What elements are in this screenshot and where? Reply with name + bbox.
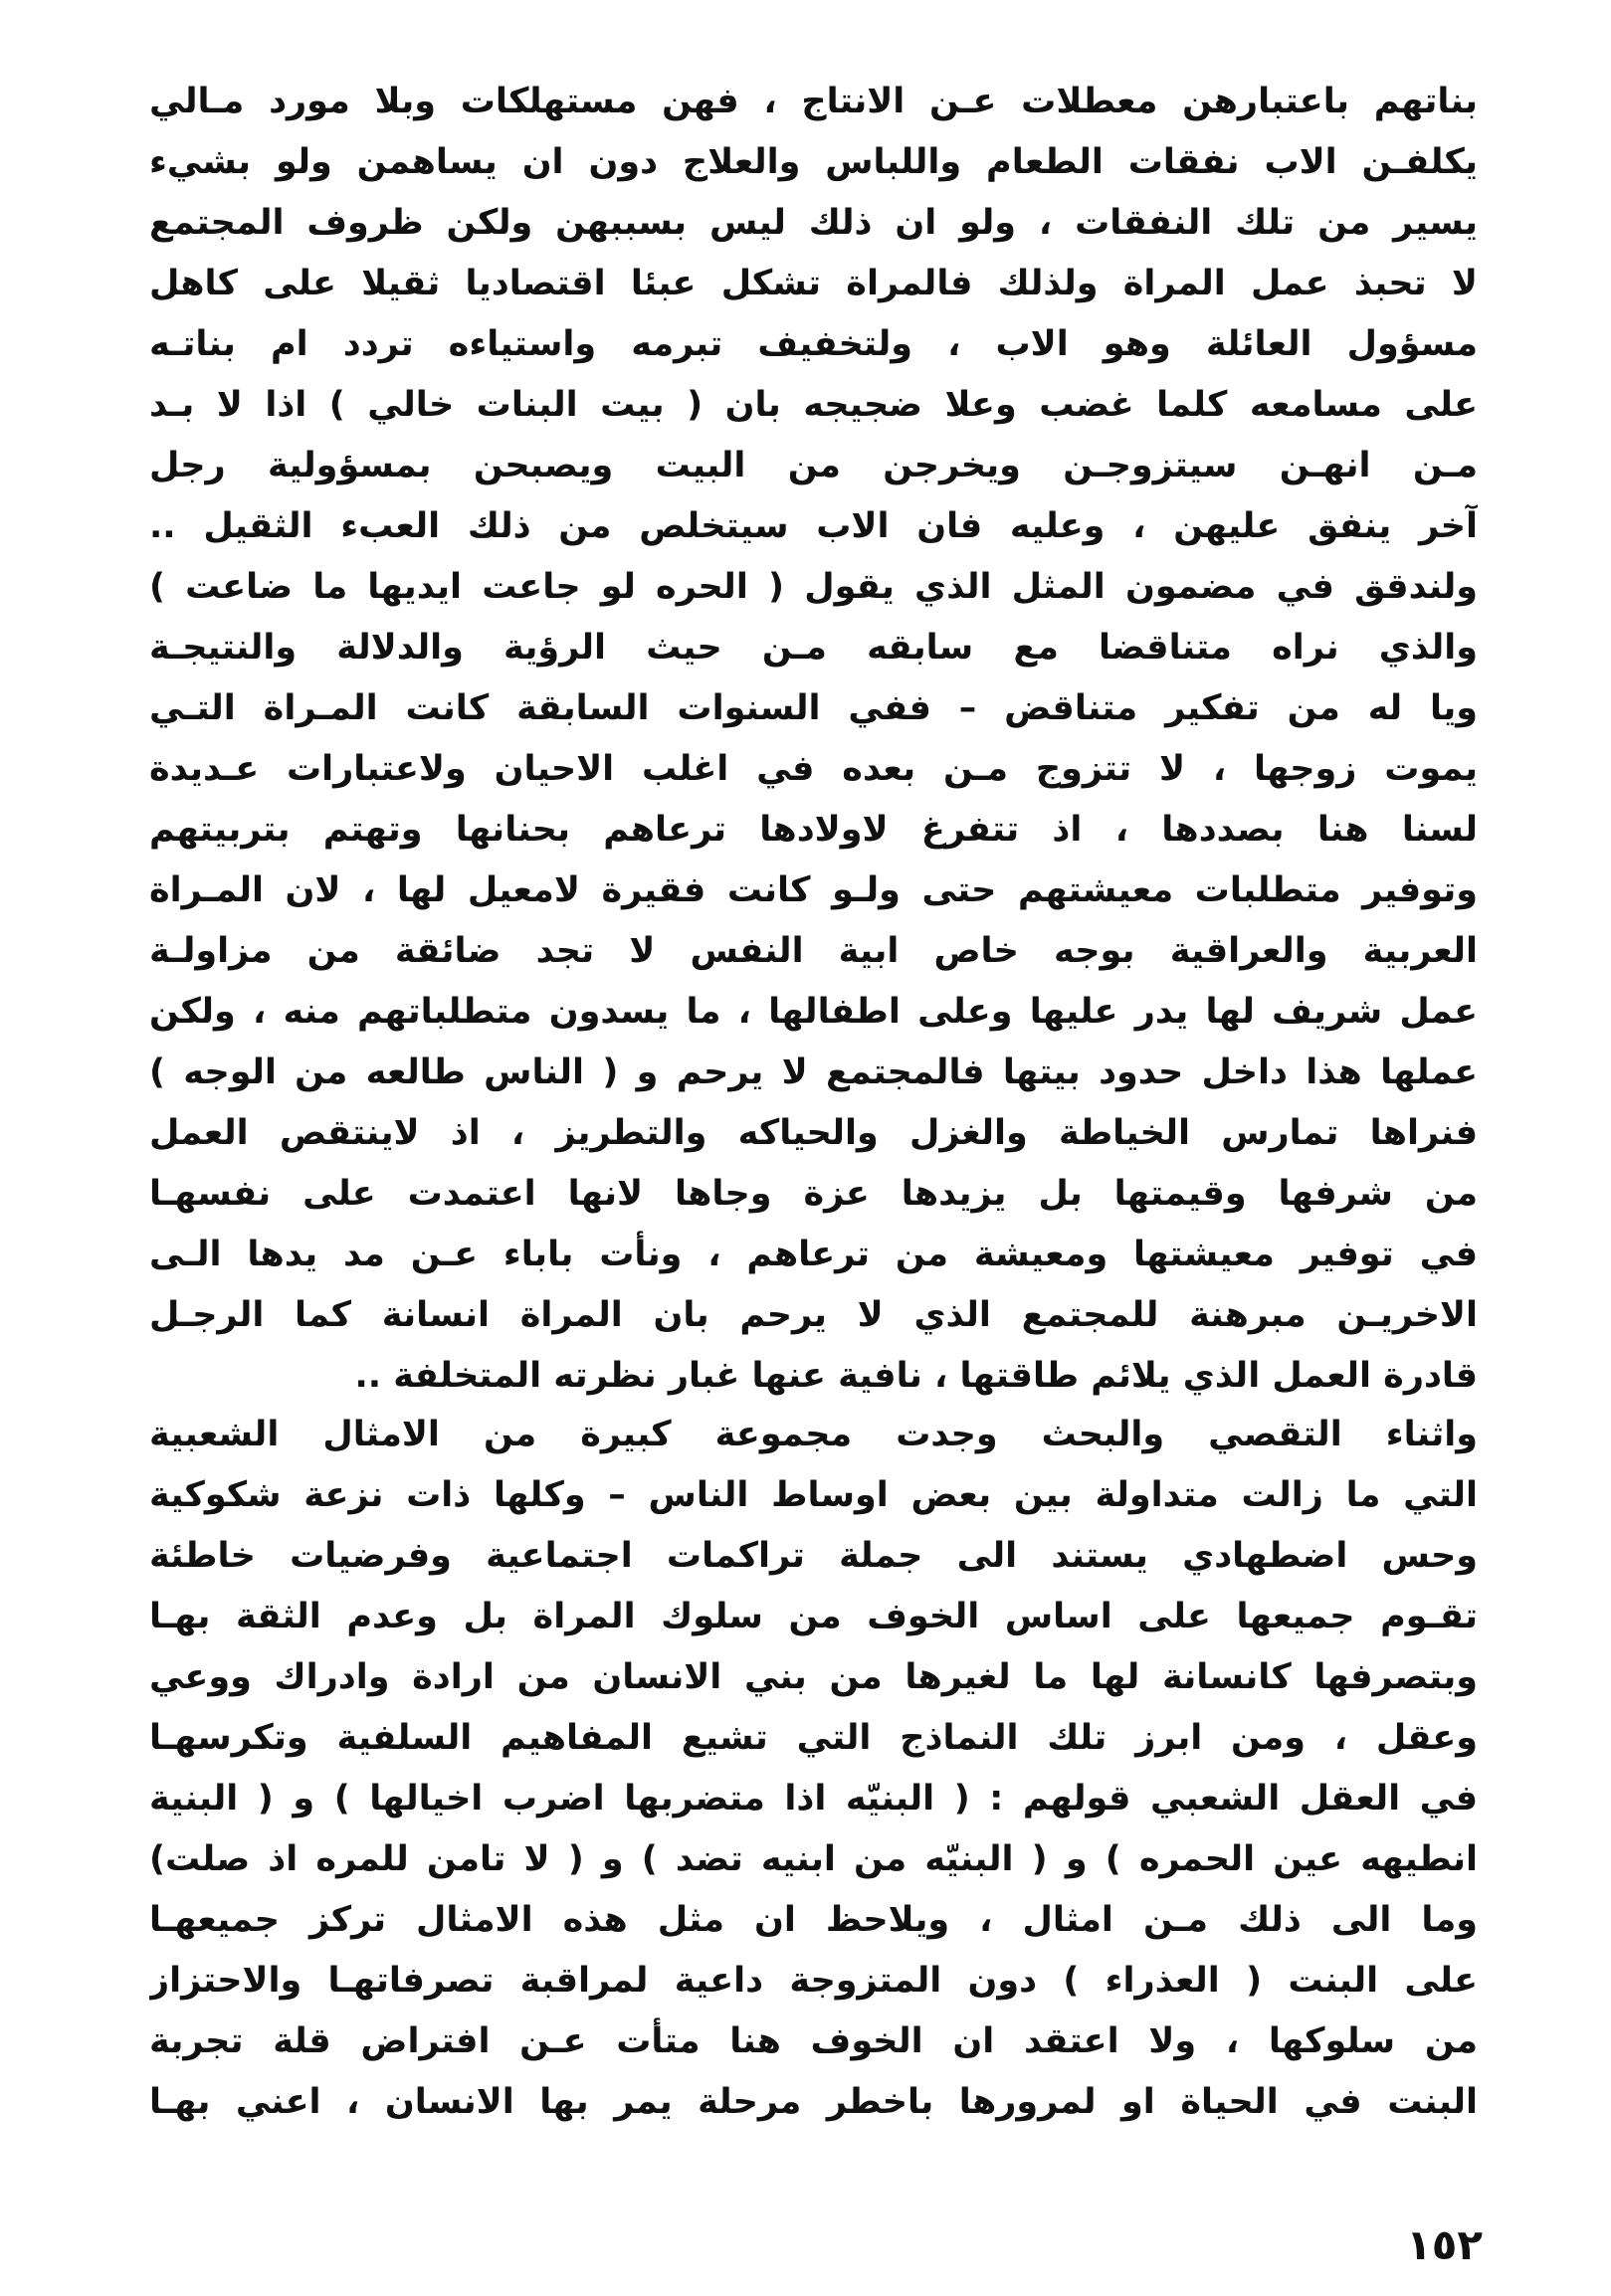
text-line: العربية والعراقية بوجه خاص ابية النفس لا تجد ضائقة من مزاولـة: [149, 931, 1478, 971]
text-line: ويا له من تفكير متناقض – ففي السنوات السابقة كانت المـراة التـي: [149, 688, 1478, 728]
text-line: في توفير معيشتها ومعيشة من ترعاهم ، ونأت باباء عـن مد يدها الـى: [149, 1235, 1478, 1274]
text-line: آخر ينفق عليهن ، وعليه فان الاب سيتخلص من ذلك العبء الثقيل ..: [149, 506, 1478, 546]
text-line: في العقل الشعبي قولهم : ( البنيّه اذا متضربها اضرب اخيالها ) و ( البنية: [149, 1779, 1478, 1818]
text-line: وتوفير متطلبات معيشتهم حتى ولـو كانت فقيرة لامعيل لها ، لان المـراة: [149, 870, 1478, 910]
text-line: ولندقق في مضمون المثل الذي يقول ( الحره لو جاعت ايديها ما ضاعت ): [149, 567, 1478, 607]
page-number: ١٥٢: [1406, 2220, 1483, 2269]
text-line: يسير من تلك النفقات ، ولو ان ذلك ليس بسببهن ولكن ظروف المجتمع: [149, 203, 1478, 243]
text-line: مسؤول العائلة وهو الاب ، ولتخفيف تبرمه واستياءه تردد ام بناتـه: [149, 324, 1478, 364]
text-line: من شرفها وقيمتها بل يزيدها عزة وجاها لانها اعتمدت على نفسهـا: [149, 1174, 1478, 1214]
text-line: لا تحبذ عمل المراة ولذلك فالمراة تشكل عبئا اقتصاديا ثقيلا على كاهل: [149, 264, 1478, 303]
text-line: وحس اضطهادي يستند الى جملة تراكمات اجتماعية وفرضيات خاطئة: [149, 1536, 1478, 1576]
text-line: التي ما زالت متداولة بين بعض اوساط الناس – وكلها ذات نزعة شكوكية: [149, 1475, 1478, 1515]
text-line: وبتصرفها كانسانة لها ما لغيرها من بني الانسان من ارادة وادراك ووعي: [149, 1657, 1478, 1697]
text-line: فنراها تمارس الخياطة والغزل والحياكه والتطريز ، اذ لاينتقص العمل: [149, 1113, 1478, 1153]
text-line: على البنت ( العذراء ) دون المتزوجة داعية لمراقبة تصرفاتهـا والاحتزاز: [149, 1961, 1478, 2001]
text-line: من سلوكها ، ولا اعتقد ان الخوف هنا متأت عـن افتراض قلة تجربة: [149, 2021, 1478, 2061]
text-line: تقـوم جميعها على اساس الخوف من سلوك المراة بل وعدم الثقة بهـا: [149, 1597, 1478, 1636]
text-line: وعقل ، ومن ابرز تلك النماذج التي تشيع المفاهيم السلفية وتكرسهـا: [149, 1718, 1478, 1758]
text-line: واثناء التقصي والبحث وجدت مجموعة كبيرة من الامثال الشعبية: [149, 1415, 1478, 1454]
text-line: يكلفـن الاب نفقات الطعام واللباس والعلاج دون ان يساهمن ولو بشيء: [149, 142, 1478, 182]
text-line: مـن انهـن سيتزوجـن ويخرجن من البيت ويصبحن بمسؤولية رجل: [149, 446, 1478, 485]
text-line: عمل شريف لها يدر عليها وعلى اطفالها ، ما يسدون متطلباتهم منه ، ولكن: [149, 992, 1478, 1032]
text-line: قادرة العمل الذي يلائم طاقتها ، نافية عنها غبار نظرته المتخلفة ..: [354, 1356, 1478, 1396]
text-line: انطيهه عين الحمره ) و ( البنيّه من ابنيه تضد ) و ( لا تامن للمره اذ صلت): [149, 1839, 1478, 1879]
text-line: وما الى ذلك مـن امثال ، ويلاحظ ان مثل هذه الامثال تركز جميعهـا: [149, 1900, 1478, 1940]
text-line: بناتهم باعتبارهن معطلات عـن الانتاج ، فهن مستهلكات وبلا مورد مـالي: [149, 82, 1478, 121]
text-line: الاخريـن مبرهنة للمجتمع الذي لا يرحم بان المراة انسانة كما الرجـل: [149, 1295, 1478, 1335]
text-line: البنت في الحياة او لمرورها باخطر مرحلة يمر بها الانسان ، اعني بهـا: [149, 2082, 1478, 2122]
paragraph-2: [149, 1405, 1478, 2133]
paragraph-1: [149, 72, 1478, 1407]
text-line: عملها هذا داخل حدود بيتها فالمجتمع لا يرحم و ( الناس طالعه من الوجه ): [149, 1052, 1478, 1092]
text-line: على مسامعه كلما غضب وعلا ضجيجه بان ( بيت البنات خالي ) اذا لا بـد: [149, 385, 1478, 425]
text-line: لسنا هنا بصددها ، اذ تتفرغ لاولادها ترعاهم بحنانها وتهتم بتربيتهم: [149, 810, 1478, 850]
text-line: يموت زوجها ، لا تتزوج مـن بعده في اغلب الاحيان ولاعتبارات عـديدة: [149, 749, 1478, 789]
text-line: والذي نراه متناقضا مع سابقه مـن حيث الرؤية والدلالة والنتيجـة: [149, 628, 1478, 668]
